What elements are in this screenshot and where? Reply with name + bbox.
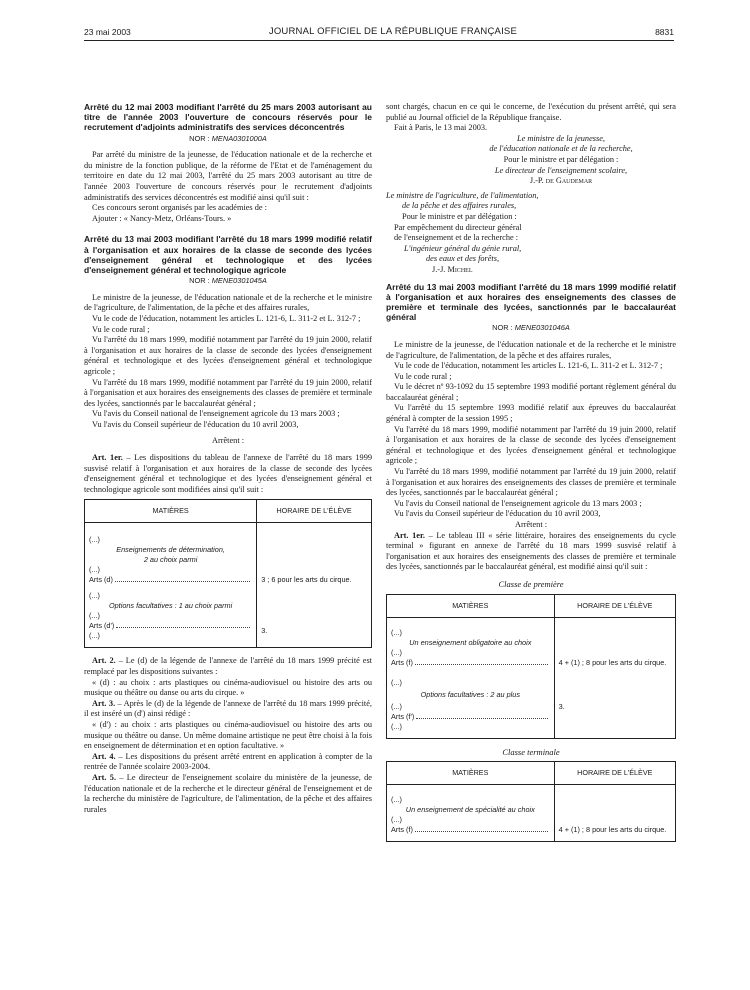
right-column bbox=[386, 102, 676, 850]
article-1-body: Par arrêté du ministre de la jeunesse, de l'éducation nationale et de la recherche et du ministre de la fonction publique, de la réforme de l'Etat et de l'aménagement du territoire en date du 12 mai 2003, l'arrêté du 25 mars 2003 autorisant au titre de l'année 2003 l'ouverture de concours réservés pour le recrutement d'adjoints administratifs des services déconcentrés est modifié ainsi qu'il suit : bbox=[84, 150, 372, 202]
visa-paragraph: Vu l'avis du Conseil national de l'enseignement agricole du 13 mars 2003 ; bbox=[92, 409, 340, 419]
arretent-label: Arrêtent : bbox=[514, 520, 548, 529]
terminale-table bbox=[386, 761, 676, 842]
visa-paragraph: Le ministre de la jeunesse, de l'éducation nationale et de la recherche et le ministre de l'agriculture, de l'alimentation, de la pêche et des affaires rurales, bbox=[84, 292, 372, 313]
article-3-title: Arrêté du 13 mai 2003 modifiant l'arrêté du 18 mars 1999 modifié relatif à l'organisation et aux horaires des enseignements des classes de première et terminale des lycées, sanctionnés par le baccalauréat général bbox=[386, 281, 676, 323]
article-1-title: Arrêté du 12 mai 2003 modifiant l'arrêté du 25 mars 2003 autorisant au titre de l'année 2003 l'ouverture de concours réservés pour le recrutement d'adjoints administratifs des services déconcentrés bbox=[84, 102, 372, 133]
article-1-nor: NOR : MENA0301000A bbox=[189, 133, 267, 143]
article-3-nor: NOR : MENE0301046A bbox=[492, 323, 570, 333]
visa-paragraph: Vu le code rural ; bbox=[394, 371, 452, 381]
article-1-body: Ces concours seront organisés par les académies de : bbox=[92, 203, 267, 213]
article-paragraph: Art. 1er. – Les dispositions du tableau de l'annexe de l'arrêté du 18 mars 1999 susvisé relatif à l'organisation et aux horaires de la classe de seconde des lycées d'enseignement général et technologique et des lycées d'enseignement général et technologique agricole sont modifiées ainsi qu'il suit : bbox=[84, 453, 372, 494]
article-paragraph: Art. 5. – Le directeur de l'enseignement scolaire du ministère de la jeunesse, de l'éducation nationale et de la recherche et le directeur général de l'enseignement et de la recherche du ministère de l'agriculture, de l'alimentation, de la pêche et des affaires rurales bbox=[84, 772, 372, 814]
fait-a-paris: Fait à Paris, le 13 mai 2003. bbox=[394, 123, 488, 133]
table-cell: (...) Un enseignement de spécialité au choix (...) Arts (f) bbox=[387, 785, 555, 842]
article-2-title: Arrêté du 13 mai 2003 modifiant l'arrêté du 18 mars 1999 modifié relatif à l'organisation et aux horaires de la classe de seconde des lycées d'enseignement général et technologique et des lycées d'enseignement général et technologique agricole bbox=[84, 234, 372, 275]
table-header: HORAIRE DE L'ÉLÈVE bbox=[554, 594, 675, 617]
header-date: 23 mai 2003 bbox=[84, 26, 131, 37]
running-header bbox=[84, 26, 674, 37]
table-header: MATIÈRES bbox=[387, 762, 555, 785]
visa-paragraph: Vu le code de l'éducation, notamment les articles L. 121-6, L. 311-2 et L. 312-7 ; bbox=[92, 313, 361, 323]
article-paragraph: Art. 2. – Le (d) de la légende de l'annexe de l'arrêté du 18 mars 1999 précité est remplacé par les dispositions suivantes : bbox=[84, 656, 372, 677]
seconde-table bbox=[84, 499, 372, 648]
visa-paragraph: Vu l'arrêté du 18 mars 1999, modifié notamment par l'arrêté du 19 juin 2000, relatif à l'organisation et aux horaires des enseignements des classes de première et terminale des lycées, sanctionnés par le baccalauréat général ; bbox=[84, 377, 372, 408]
signature-block-education: Le ministre de la jeunesse, de l'éducation nationale et de la recherche, Pour le ministre et par délégation : Le directeur de l'enseignement scolaire, J.-P. de Gaudemar bbox=[489, 133, 633, 186]
article-paragraph: Art. 4. – Les dispositions du présent arrêté entrent en application à compter de la rentrée de l'année scolaire 2003-2004. bbox=[84, 751, 372, 772]
header-rule bbox=[84, 40, 674, 41]
table-header: HORAIRE DE L'ÉLÈVE bbox=[554, 762, 675, 785]
table-cell: 4 + (1) ; 8 pour les arts du cirque. 3. bbox=[554, 617, 675, 738]
article-paragraph: Art. 3. – Après le (d) de la légende de l'annexe de l'arrêté du 18 mars 1999 précité, il est inséré un (d') ainsi rédigé : bbox=[84, 698, 372, 719]
visa-paragraph: Vu l'avis du Conseil national de l'enseignement agricole du 13 mars 2003 ; bbox=[394, 498, 642, 508]
visa-paragraph: Vu le décret nº 93-1092 du 15 septembre 1993 modifié portant règlement général du baccalauréat général ; bbox=[386, 382, 676, 402]
table-header: MATIÈRES bbox=[387, 594, 555, 617]
table-caption-premiere: Classe de première bbox=[498, 578, 564, 589]
table-header: MATIÈRES bbox=[85, 500, 257, 523]
article-quote: « (d) : au choix : arts plastiques ou cinéma-audiovisuel ou histoire des arts ou musique ou théâtre ou danse ou arts du cirque. » bbox=[84, 677, 372, 698]
article-2-nor: NOR : MENE0301045A bbox=[189, 276, 267, 286]
visa-paragraph: Vu l'arrêté du 15 septembre 1993 modifié relatif aux épreuves du baccalauréat général à compter de la session 1995 ; bbox=[386, 403, 676, 424]
premiere-table bbox=[386, 594, 676, 739]
article-paragraph: Art. 1er. – Le tableau III « série littéraire, horaires des enseignements du cycle terminal » figurant en annexe de l'arrêté du 18 mars 1999 susvisé relatif à l'organisation et aux horaires des enseignements des classes de première et terminale des lycées, sanctionnés par le baccalauréat général, est modifié ainsi qu'il suit : bbox=[386, 530, 676, 572]
table-caption-terminale: Classe terminale bbox=[502, 746, 560, 757]
visa-paragraph: Vu l'arrêté du 18 mars 1999, modifié notamment par l'arrêté du 19 juin 2000, relatif à l'organisation et aux horaires de la classe de seconde des lycées d'enseignement général et technologique et des lycées d'enseignement général et technologique agricole ; bbox=[84, 335, 372, 376]
visa-paragraph: Vu le code rural ; bbox=[92, 324, 150, 334]
visa-paragraph: Vu le code de l'éducation, notamment les articles L. 121-6, L. 311-2 et L. 312-7 ; bbox=[394, 361, 663, 371]
article-continuation: sont chargés, chacun en ce qui le concerne, de l'exécution du présent arrêté, qui sera publié au Journal officiel de la République française. bbox=[386, 102, 676, 122]
signature-block-agriculture: Le ministre de l'agriculture, de l'alimentation, de la pêche et des affaires rurales, Pour le ministre et par délégation : Par empêchement du directeur général de l'enseignement et de la recherche : L'ingénieur général du génie rural, des eaux et des forêts, J.-J. Michel bbox=[386, 190, 539, 274]
header-journal-title: JOURNAL OFFICIEL DE LA RÉPUBLIQUE FRANÇAISE bbox=[268, 26, 517, 37]
table-cell: 4 + (1) ; 8 pour les arts du cirque. bbox=[554, 785, 675, 842]
visa-paragraph: Vu l'avis du Conseil supérieur de l'éducation du 10 avril 2003, bbox=[394, 509, 601, 519]
article-quote: « (d') : au choix : arts plastiques ou cinéma-audiovisuel ou histoire des arts ou musique ou théâtre ou danse. Un même domaine artistique ne peut être choisi à la fois en enseignement de détermination et en option facultative. » bbox=[84, 720, 372, 751]
article-1-body: Ajouter : « Nancy-Metz, Orléans-Tours. » bbox=[92, 213, 232, 223]
visa-paragraph: Vu l'arrêté du 18 mars 1999, modifié notamment par l'arrêté du 19 juin 2000, relatif à l'organisation et aux horaires de la classe de seconde des lycées d'enseignement général et technologique et des lycées d'enseignement général et technologique agricole ; bbox=[386, 424, 676, 466]
table-cell: (...) Enseignements de détermination, 2 au choix parmi (...) Arts (d) (...) Options facultatives : 1 au choix parmi (...) Arts (d') (...) bbox=[85, 523, 257, 648]
left-column bbox=[84, 102, 372, 815]
header-page-number: 8831 bbox=[655, 26, 674, 37]
table-cell: 3 ; 6 pour les arts du cirque. 3. bbox=[257, 523, 372, 648]
arretent-label: Arrêtent : bbox=[211, 436, 245, 446]
table-header: HORAIRE DE L'ÉLÈVE bbox=[257, 500, 372, 523]
visa-paragraph: Le ministre de la jeunesse, de l'éducation nationale et de la recherche et le ministre de l'agriculture, de l'alimentation, de la pêche et des affaires rurales, bbox=[386, 339, 676, 360]
visa-paragraph: Vu l'avis du Conseil supérieur de l'éducation du 10 avril 2003, bbox=[92, 419, 299, 429]
table-cell: (...) Un enseignement obligatoire au choix (...) Arts (f) (...) Options facultatives : 2 au plus (...) Arts (f') (...) bbox=[387, 617, 555, 738]
visa-paragraph: Vu l'arrêté du 18 mars 1999, modifié notamment par l'arrêté du 19 juin 2000, relatif à l'organisation et aux horaires des enseignements des classes de première et terminale des lycées, sanctionnés par le baccalauréat général ; bbox=[386, 467, 676, 498]
